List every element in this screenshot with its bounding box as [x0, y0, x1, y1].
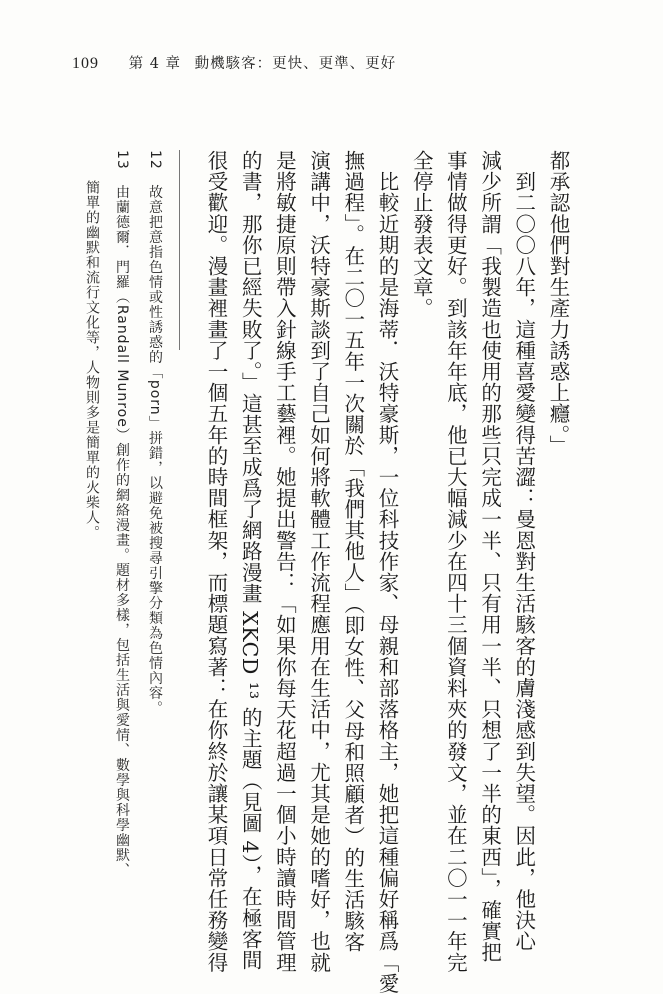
body-line: 都承認他們對生產力誘惑上癮。」: [546, 150, 570, 457]
body-line: 事情做得更好。到該年年底，他已大幅減少在四十三個資料夾的發文，並在二〇一一年完: [443, 150, 468, 973]
chapter-title: 動機駭客：更快、更準、更好: [194, 56, 397, 72]
body-line: 撫過程」。在二〇一五年一次關於「我們其他人」（即女性、父母和照顧者）的生活駭客: [340, 150, 365, 953]
footnote: 簡單的幽默和流行文化等，人物則多是簡單的火柴人。: [84, 150, 100, 540]
body-line: 比較近期的是海蒂．沃特豪斯，一位科技作家、母親和部落格主，她把這種偏好稱爲「愛: [375, 150, 399, 994]
body-line: 是將敏捷原則帶入針線手工藝裡。她提出警告：「如果你每天花超過一個小時讀時間管理: [272, 150, 297, 973]
running-head: [72, 52, 612, 73]
footnote-divider: [179, 150, 180, 350]
body-line: 全停止發表文章。: [409, 150, 434, 319]
body-line: 的書，那你已經失敗了。」這甚至成爲了網路漫畫 XKCD ¹³ 的主題（見圖 4），在極客間: [238, 150, 263, 971]
body-line: 很受歡迎。漫畫裡畫了一個五年的時間框架，而標題寫著：在你終於讓某項日常任務變得: [204, 150, 228, 973]
body-line: 減少所謂「我製造也使用的那些只完成一半、只有用一半、只想了一半的東西」，確實把: [477, 150, 502, 963]
footnote: 13 由蘭德爾．門羅（Randall Munroe）創作的網絡漫畫。題材多樣，包括生活與愛情、數學與科學幽默、: [114, 150, 130, 878]
body-line: 演講中，沃特豪斯談到了自己如何將軟體工作流程應用在生活中，尤其是她的嗜好，也就: [306, 150, 331, 973]
body-line: 到二〇〇八年，這種喜愛變得苦澀：曼恩對生活駭客的膚淺感到失望。因此，他決心: [511, 150, 536, 952]
chapter-label: 第 4 章: [128, 56, 182, 72]
page-number: 109: [72, 55, 99, 72]
footnote: 12 故意把意指色情或性誘惑的「porn」拼錯，以避免被搜尋引擎分類為色情內容。: [147, 150, 163, 716]
